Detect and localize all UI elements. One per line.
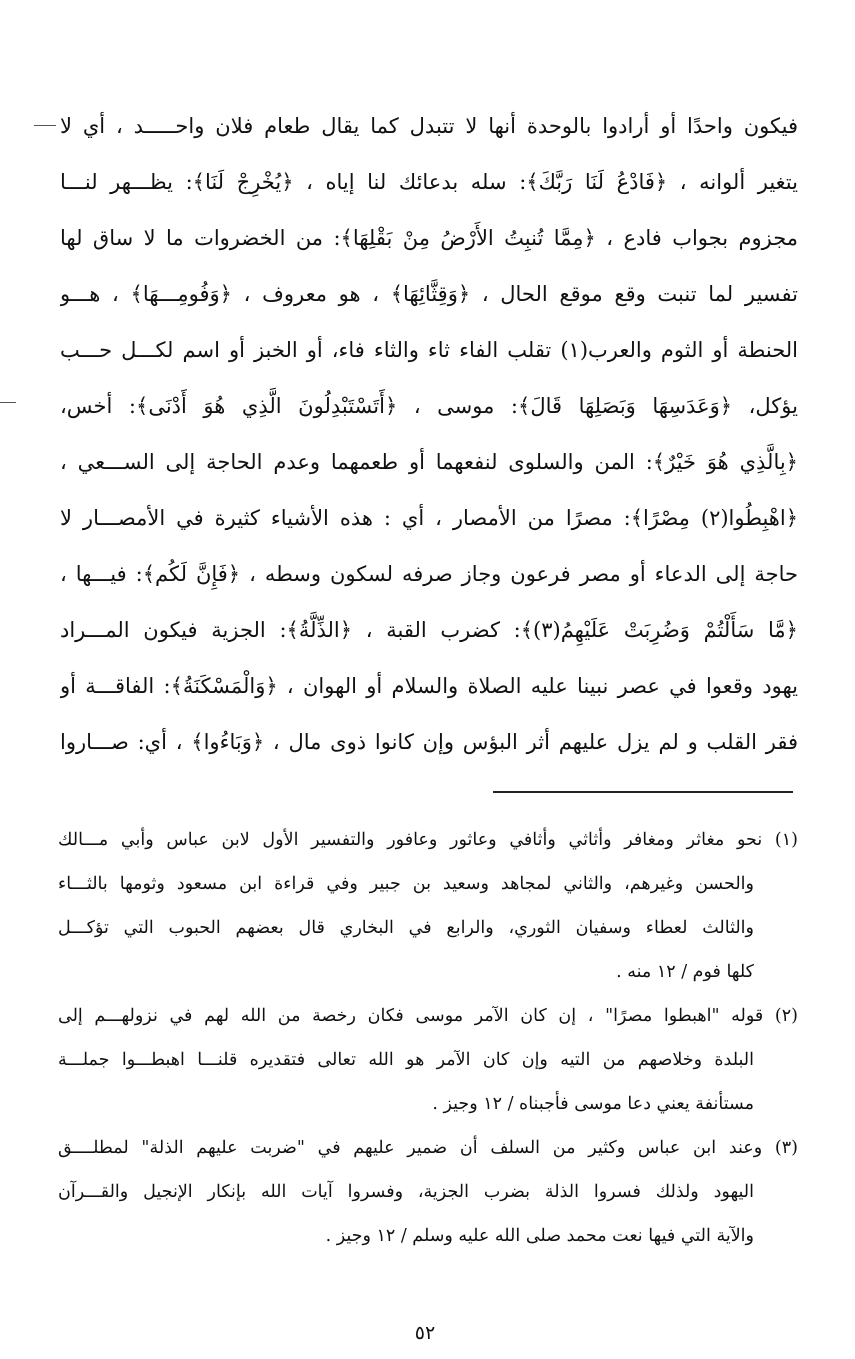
footnote-separator: [493, 791, 793, 793]
footnotes-section: [58, 818, 798, 1258]
text-line: الحنطة أو الثوم والعرب(١) تقلب الفاء ثاء والثاء فاء، أو الخبز أو اسم لكـــل حـــب: [60, 338, 798, 362]
footnote-3-line: اليهود ولذلك فسروا الذلة بضرب الجزية، وفسروا آيات الله بإنكار الإنجيل والقـــرآن: [58, 1182, 754, 1202]
margin-mark-left: [0, 402, 16, 403]
main-text-body: [60, 98, 798, 770]
text-line: ﴿اهْبِطُوا(٢) مِصْرًا﴾: مصرًا من الأمصار ، أي : هذه الأشياء كثيرة في الأمصـــار لا: [60, 506, 798, 530]
text-line: يتغير ألوانه ، ﴿فَادْعُ لَنَا رَبَّكَ﴾: سله بدعائك لنا إياه ، ﴿يُخْرِجْ لَنَا﴾: يظـــهر لنـــا: [60, 170, 798, 194]
footnote-1-line: (١) نحو مغاثر ومغافر وأثاثي وأثافي وعاثور وعافور والتفسير الأول لابن عباس وأبي مـــالك: [58, 830, 798, 850]
footnote-2-line: البلدة وخلاصهم من التيه وإن كان الآمر هو الله تعالى فتقديره قلنـــا اهبطـــوا جملـــة: [58, 1050, 754, 1070]
text-line: تفسير لما تنبت وقع موقع الحال ، ﴿وَقِثَّائِهَا﴾ ، هو معروف ، ﴿وَفُومِـــهَا﴾ ، هـــو: [60, 282, 798, 306]
page-number: ٥٢: [414, 1322, 436, 1344]
footnote-1-line: والثالث لعطاء وسفيان الثوري، والرابع في البخاري قال بعضهم الحبوب التي تؤكـــل: [58, 918, 754, 938]
text-line: حاجة إلى الدعاء أو مصر فرعون وجاز صرفه لسكون وسطه ، ﴿فَإِنَّ لَكُم﴾: فيـــها ،: [60, 562, 798, 586]
footnote-3-line: والآية التي فيها نعت محمد صلى الله عليه وسلم / ١٢ وجيز .: [325, 1226, 754, 1246]
margin-mark-top: [34, 125, 56, 126]
text-line: ﴿بِالَّذِي هُوَ خَيْرٌ﴾: المن والسلوى لنفعهما أو طعمهما وعدم الحاجة إلى الســـعي ،: [60, 450, 798, 474]
footnote-1-line: كلها فوم / ١٢ منه .: [616, 962, 754, 982]
text-line: يهود وقعوا في عصر نبينا عليه الصلاة والسلام أو الهوان ، ﴿وَالْمَسْكَنَةُ﴾: الفاقـــة أو: [60, 674, 798, 698]
text-line: مجزوم بجواب فادع ، ﴿مِمَّا تُنبِتُ الأَرْضُ مِنْ بَقْلِهَا﴾: من الخضروات ما لا ساق لها: [60, 226, 798, 250]
footnote-1-line: والحسن وغيرهم، والثاني لمجاهد وسعيد بن جبير وفي قراءة ابن مسعود وثومها بالثـــاء: [58, 874, 754, 894]
footnote-3-line: (٣) وعند ابن عباس وكثير من السلف أن ضمير عليهم في "ضربت عليهم الذلة" لمطلــــق: [58, 1138, 798, 1158]
footnote-2-line: مستأنفة يعني دعا موسى فأجبناه / ١٢ وجيز .: [432, 1094, 754, 1114]
text-line: فقر القلب و لم يزل عليهم أثر البؤس وإن كانوا ذوى مال ، ﴿وَبَاءُوا﴾ ، أي: صـــاروا: [60, 730, 798, 754]
text-line: فيكون واحدًا أو أرادوا بالوحدة أنها لا تتبدل كما يقال طعام فلان واحـــــد ، أي لا: [60, 114, 798, 138]
text-line: يؤكل، ﴿وَعَدَسِهَا وَبَصَلِهَا قَالَ﴾: موسى ، ﴿أَتَسْتَبْدِلُونَ الَّذِي هُوَ أَدْنَى﴾: أخس،: [60, 394, 798, 418]
text-line: ﴿مَّا سَأَلْتُمْ وَضُرِبَتْ عَلَيْهِمُ(٣)﴾: كضرب القبة ، ﴿الذِّلَّةُ﴾: الجزية فيكون المـــراد: [60, 618, 798, 642]
footnote-2-line: (٢) قوله "اهبطوا مصرًا" ، إن كان الآمر موسى فكان رخصة من الله لهم في نزولهـــم إلى: [58, 1006, 798, 1026]
